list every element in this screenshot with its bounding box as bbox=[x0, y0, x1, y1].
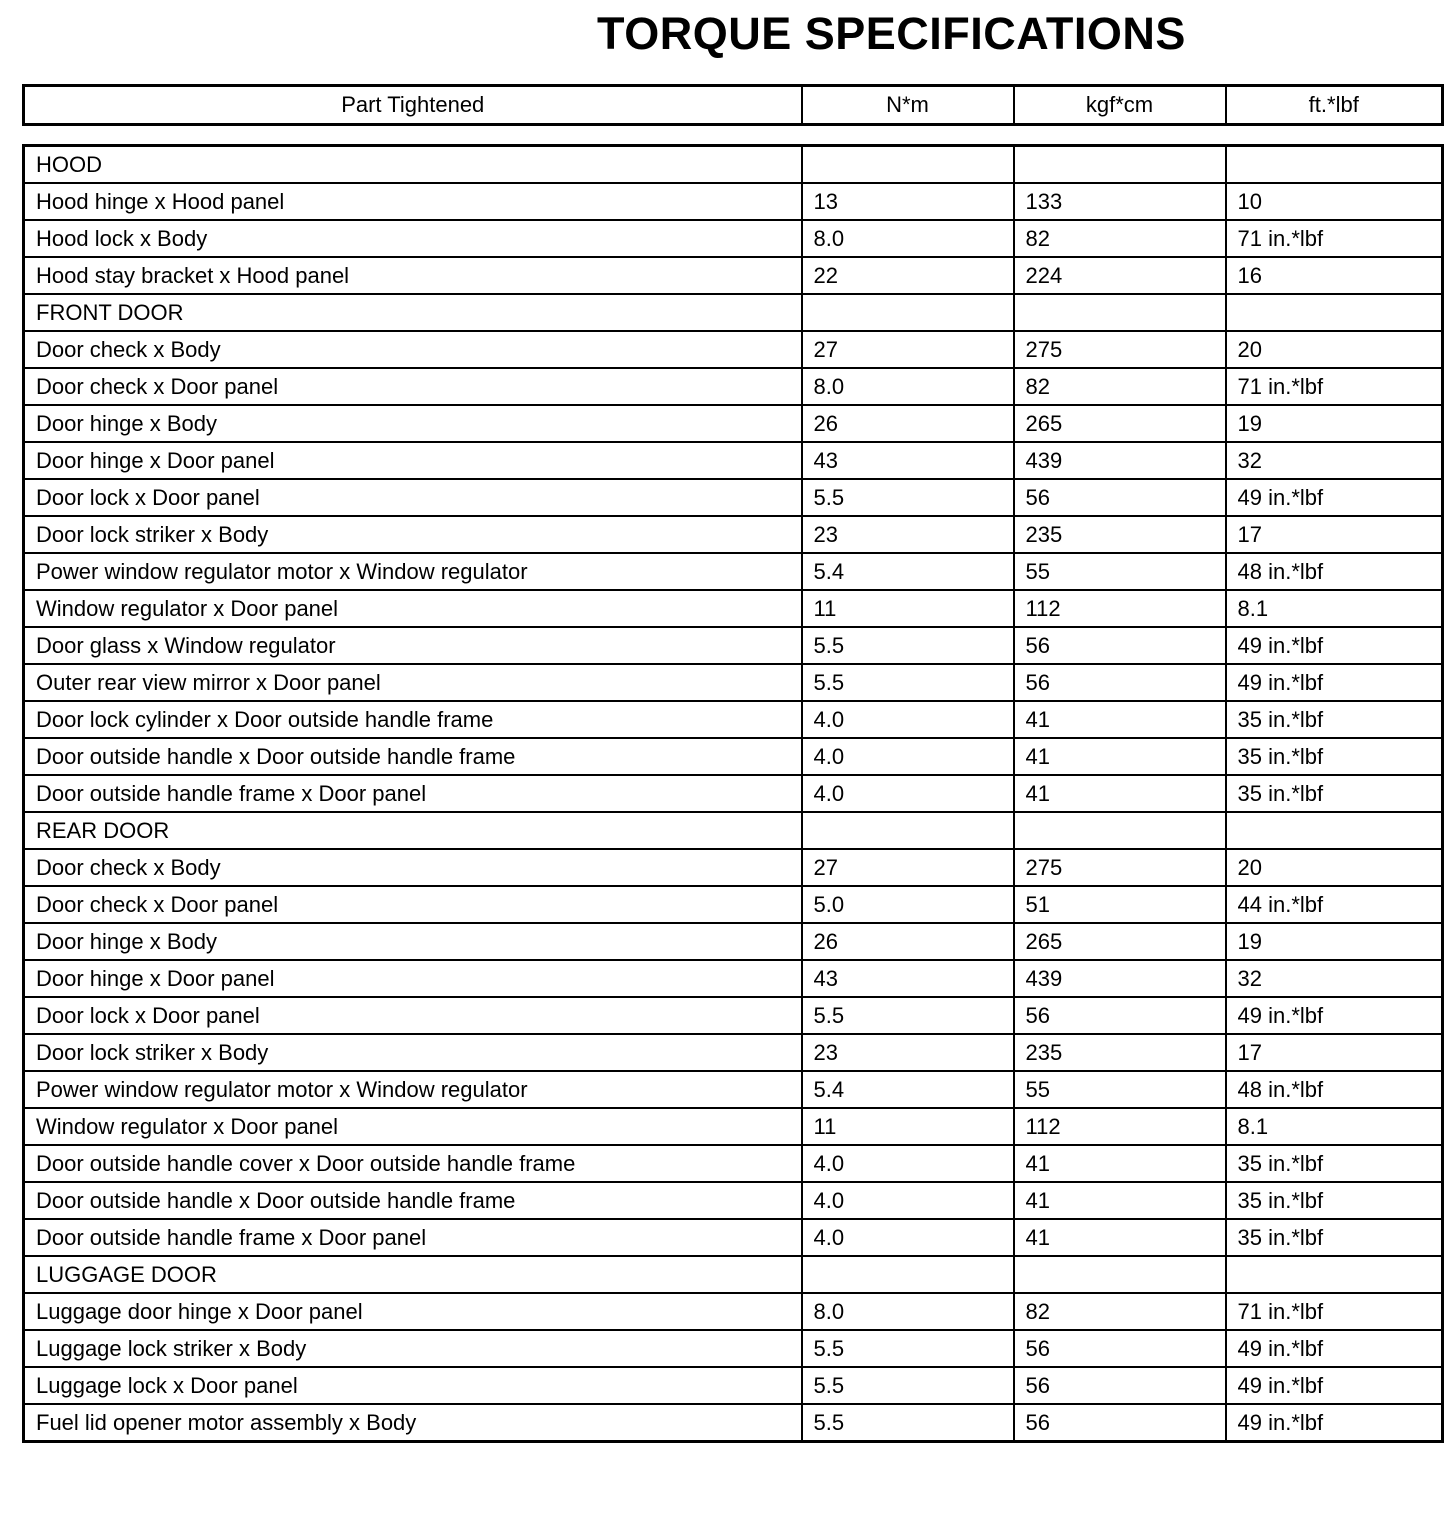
cell-nm: 27 bbox=[802, 849, 1014, 886]
table-row bbox=[24, 553, 1443, 590]
table-row bbox=[24, 220, 1443, 257]
cell-ftlbf: 71 in.*lbf bbox=[1226, 220, 1443, 257]
table-row bbox=[24, 1293, 1443, 1330]
cell-ftlbf: 35 in.*lbf bbox=[1226, 1182, 1443, 1219]
cell-ftlbf: 35 in.*lbf bbox=[1226, 701, 1443, 738]
header-table bbox=[22, 84, 1444, 126]
table-row bbox=[24, 775, 1443, 812]
table-row bbox=[24, 849, 1443, 886]
cell-nm: 5.5 bbox=[802, 1330, 1014, 1367]
cell-part: Outer rear view mirror x Door panel bbox=[24, 664, 802, 701]
table-row bbox=[24, 812, 1443, 849]
cell-kgfcm: 55 bbox=[1014, 1071, 1226, 1108]
cell-nm: 4.0 bbox=[802, 1145, 1014, 1182]
cell-ftlbf: 35 in.*lbf bbox=[1226, 1219, 1443, 1256]
cell-kgfcm bbox=[1014, 146, 1226, 184]
cell-nm: 5.5 bbox=[802, 997, 1014, 1034]
table-row bbox=[24, 960, 1443, 997]
cell-kgfcm: 56 bbox=[1014, 1367, 1226, 1404]
cell-ftlbf: 49 in.*lbf bbox=[1226, 997, 1443, 1034]
column-header-ftlbf: ft.*lbf bbox=[1226, 86, 1443, 125]
table-row bbox=[24, 442, 1443, 479]
table-row bbox=[24, 1034, 1443, 1071]
table-row bbox=[24, 1330, 1443, 1367]
cell-ftlbf bbox=[1226, 1256, 1443, 1293]
cell-nm: 4.0 bbox=[802, 775, 1014, 812]
cell-kgfcm: 41 bbox=[1014, 775, 1226, 812]
cell-nm: 5.5 bbox=[802, 479, 1014, 516]
table-row bbox=[24, 1145, 1443, 1182]
table-row bbox=[24, 294, 1443, 331]
cell-nm: 4.0 bbox=[802, 1182, 1014, 1219]
table-row bbox=[24, 1404, 1443, 1442]
cell-kgfcm: 275 bbox=[1014, 331, 1226, 368]
spec-table-body bbox=[24, 146, 1443, 1442]
cell-nm: 23 bbox=[802, 1034, 1014, 1071]
cell-nm: 5.0 bbox=[802, 886, 1014, 923]
table-row bbox=[24, 516, 1443, 553]
page-title: TORQUE SPECIFICATIONS bbox=[597, 8, 1186, 59]
cell-ftlbf: 48 in.*lbf bbox=[1226, 553, 1443, 590]
cell-kgfcm bbox=[1014, 1256, 1226, 1293]
cell-kgfcm: 56 bbox=[1014, 997, 1226, 1034]
cell-ftlbf: 49 in.*lbf bbox=[1226, 1367, 1443, 1404]
cell-part: Luggage door hinge x Door panel bbox=[24, 1293, 802, 1330]
cell-part: Door hinge x Door panel bbox=[24, 960, 802, 997]
cell-nm: 5.5 bbox=[802, 627, 1014, 664]
table-row bbox=[24, 1367, 1443, 1404]
cell-kgfcm: 224 bbox=[1014, 257, 1226, 294]
cell-ftlbf bbox=[1226, 294, 1443, 331]
cell-part: Door check x Door panel bbox=[24, 886, 802, 923]
table-row bbox=[24, 1182, 1443, 1219]
table-row bbox=[24, 1071, 1443, 1108]
cell-ftlbf: 17 bbox=[1226, 516, 1443, 553]
cell-kgfcm: 56 bbox=[1014, 627, 1226, 664]
table-row bbox=[24, 1108, 1443, 1145]
cell-kgfcm: 41 bbox=[1014, 1182, 1226, 1219]
cell-ftlbf: 20 bbox=[1226, 331, 1443, 368]
cell-kgfcm: 439 bbox=[1014, 442, 1226, 479]
cell-kgfcm: 439 bbox=[1014, 960, 1226, 997]
table-row bbox=[24, 183, 1443, 220]
cell-nm: 11 bbox=[802, 590, 1014, 627]
cell-part: Power window regulator motor x Window regulator bbox=[24, 1071, 802, 1108]
cell-part: Window regulator x Door panel bbox=[24, 590, 802, 627]
cell-part: Door hinge x Body bbox=[24, 923, 802, 960]
cell-nm: 5.4 bbox=[802, 553, 1014, 590]
cell-ftlbf: 49 in.*lbf bbox=[1226, 479, 1443, 516]
table-row bbox=[24, 368, 1443, 405]
cell-ftlbf: 19 bbox=[1226, 405, 1443, 442]
cell-part: Door hinge x Door panel bbox=[24, 442, 802, 479]
cell-part: Door glass x Window regulator bbox=[24, 627, 802, 664]
cell-nm: 5.5 bbox=[802, 1367, 1014, 1404]
cell-nm: 4.0 bbox=[802, 701, 1014, 738]
cell-ftlbf: 19 bbox=[1226, 923, 1443, 960]
cell-kgfcm bbox=[1014, 812, 1226, 849]
cell-ftlbf: 48 in.*lbf bbox=[1226, 1071, 1443, 1108]
cell-kgfcm: 56 bbox=[1014, 664, 1226, 701]
cell-part: Door lock cylinder x Door outside handle frame bbox=[24, 701, 802, 738]
cell-nm: 5.4 bbox=[802, 1071, 1014, 1108]
cell-nm: 26 bbox=[802, 923, 1014, 960]
cell-part: Door lock x Door panel bbox=[24, 997, 802, 1034]
cell-kgfcm: 235 bbox=[1014, 1034, 1226, 1071]
cell-nm bbox=[802, 294, 1014, 331]
cell-nm: 5.5 bbox=[802, 664, 1014, 701]
cell-kgfcm: 133 bbox=[1014, 183, 1226, 220]
cell-part: Door lock x Door panel bbox=[24, 479, 802, 516]
cell-ftlbf bbox=[1226, 812, 1443, 849]
cell-kgfcm: 41 bbox=[1014, 1145, 1226, 1182]
cell-part: LUGGAGE DOOR bbox=[24, 1256, 802, 1293]
cell-part: Fuel lid opener motor assembly x Body bbox=[24, 1404, 802, 1442]
cell-part: Door outside handle frame x Door panel bbox=[24, 775, 802, 812]
cell-kgfcm: 55 bbox=[1014, 553, 1226, 590]
table-row bbox=[24, 257, 1443, 294]
cell-nm: 11 bbox=[802, 1108, 1014, 1145]
table-row bbox=[24, 886, 1443, 923]
cell-ftlbf: 17 bbox=[1226, 1034, 1443, 1071]
cell-part: Door outside handle frame x Door panel bbox=[24, 1219, 802, 1256]
cell-kgfcm: 265 bbox=[1014, 923, 1226, 960]
cell-nm: 27 bbox=[802, 331, 1014, 368]
cell-ftlbf: 44 in.*lbf bbox=[1226, 886, 1443, 923]
spec-table bbox=[22, 144, 1444, 1443]
cell-kgfcm: 265 bbox=[1014, 405, 1226, 442]
cell-ftlbf: 16 bbox=[1226, 257, 1443, 294]
cell-part: Door outside handle x Door outside handle frame bbox=[24, 738, 802, 775]
cell-kgfcm: 41 bbox=[1014, 1219, 1226, 1256]
cell-ftlbf: 10 bbox=[1226, 183, 1443, 220]
cell-kgfcm: 275 bbox=[1014, 849, 1226, 886]
cell-nm: 4.0 bbox=[802, 1219, 1014, 1256]
cell-kgfcm: 112 bbox=[1014, 1108, 1226, 1145]
cell-ftlbf: 49 in.*lbf bbox=[1226, 1404, 1443, 1442]
cell-nm: 22 bbox=[802, 257, 1014, 294]
cell-kgfcm: 82 bbox=[1014, 1293, 1226, 1330]
cell-kgfcm bbox=[1014, 294, 1226, 331]
cell-part: Luggage lock striker x Body bbox=[24, 1330, 802, 1367]
cell-kgfcm: 41 bbox=[1014, 701, 1226, 738]
cell-nm bbox=[802, 812, 1014, 849]
column-header-kgfcm: kgf*cm bbox=[1014, 86, 1226, 125]
cell-nm: 23 bbox=[802, 516, 1014, 553]
table-row bbox=[24, 479, 1443, 516]
table-row bbox=[24, 997, 1443, 1034]
cell-part: Door check x Body bbox=[24, 849, 802, 886]
cell-kgfcm: 56 bbox=[1014, 1404, 1226, 1442]
cell-nm: 8.0 bbox=[802, 368, 1014, 405]
cell-ftlbf: 71 in.*lbf bbox=[1226, 1293, 1443, 1330]
column-header-part: Part Tightened bbox=[24, 86, 802, 125]
cell-ftlbf: 35 in.*lbf bbox=[1226, 1145, 1443, 1182]
cell-ftlbf: 35 in.*lbf bbox=[1226, 738, 1443, 775]
table-row bbox=[24, 923, 1443, 960]
cell-part: Hood lock x Body bbox=[24, 220, 802, 257]
cell-part: Door hinge x Body bbox=[24, 405, 802, 442]
cell-ftlbf: 49 in.*lbf bbox=[1226, 664, 1443, 701]
cell-part: Door outside handle x Door outside handle frame bbox=[24, 1182, 802, 1219]
cell-part: Hood stay bracket x Hood panel bbox=[24, 257, 802, 294]
table-row bbox=[24, 627, 1443, 664]
cell-kgfcm: 56 bbox=[1014, 1330, 1226, 1367]
cell-ftlbf: 35 in.*lbf bbox=[1226, 775, 1443, 812]
cell-part: Luggage lock x Door panel bbox=[24, 1367, 802, 1404]
cell-part: Door lock striker x Body bbox=[24, 516, 802, 553]
cell-nm: 8.0 bbox=[802, 1293, 1014, 1330]
cell-nm: 4.0 bbox=[802, 738, 1014, 775]
cell-kgfcm: 56 bbox=[1014, 479, 1226, 516]
cell-kgfcm: 112 bbox=[1014, 590, 1226, 627]
cell-part: Door check x Body bbox=[24, 331, 802, 368]
table-row bbox=[24, 590, 1443, 627]
cell-part: HOOD bbox=[24, 146, 802, 184]
table-row bbox=[24, 1219, 1443, 1256]
cell-part: Door outside handle cover x Door outside handle frame bbox=[24, 1145, 802, 1182]
cell-nm: 43 bbox=[802, 442, 1014, 479]
cell-part: Power window regulator motor x Window regulator bbox=[24, 553, 802, 590]
cell-part: Hood hinge x Hood panel bbox=[24, 183, 802, 220]
cell-part: Door lock striker x Body bbox=[24, 1034, 802, 1071]
cell-part: Window regulator x Door panel bbox=[24, 1108, 802, 1145]
table-row bbox=[24, 331, 1443, 368]
cell-nm: 43 bbox=[802, 960, 1014, 997]
cell-ftlbf bbox=[1226, 146, 1443, 184]
cell-nm: 5.5 bbox=[802, 1404, 1014, 1442]
table-row bbox=[24, 146, 1443, 184]
cell-nm: 26 bbox=[802, 405, 1014, 442]
cell-ftlbf: 8.1 bbox=[1226, 590, 1443, 627]
cell-nm: 13 bbox=[802, 183, 1014, 220]
table-row bbox=[24, 664, 1443, 701]
cell-part: REAR DOOR bbox=[24, 812, 802, 849]
table-row bbox=[24, 405, 1443, 442]
cell-ftlbf: 32 bbox=[1226, 960, 1443, 997]
cell-nm bbox=[802, 1256, 1014, 1293]
cell-nm bbox=[802, 146, 1014, 184]
table-row bbox=[24, 738, 1443, 775]
cell-part: FRONT DOOR bbox=[24, 294, 802, 331]
column-header-nm: N*m bbox=[802, 86, 1014, 125]
cell-kgfcm: 82 bbox=[1014, 368, 1226, 405]
cell-kgfcm: 235 bbox=[1014, 516, 1226, 553]
table-row bbox=[24, 1256, 1443, 1293]
cell-ftlbf: 49 in.*lbf bbox=[1226, 627, 1443, 664]
cell-ftlbf: 32 bbox=[1226, 442, 1443, 479]
cell-kgfcm: 51 bbox=[1014, 886, 1226, 923]
cell-nm: 8.0 bbox=[802, 220, 1014, 257]
cell-ftlbf: 71 in.*lbf bbox=[1226, 368, 1443, 405]
cell-ftlbf: 8.1 bbox=[1226, 1108, 1443, 1145]
header-row bbox=[24, 86, 1443, 125]
cell-ftlbf: 49 in.*lbf bbox=[1226, 1330, 1443, 1367]
cell-ftlbf: 20 bbox=[1226, 849, 1443, 886]
cell-part: Door check x Door panel bbox=[24, 368, 802, 405]
cell-kgfcm: 41 bbox=[1014, 738, 1226, 775]
cell-kgfcm: 82 bbox=[1014, 220, 1226, 257]
table-row bbox=[24, 701, 1443, 738]
